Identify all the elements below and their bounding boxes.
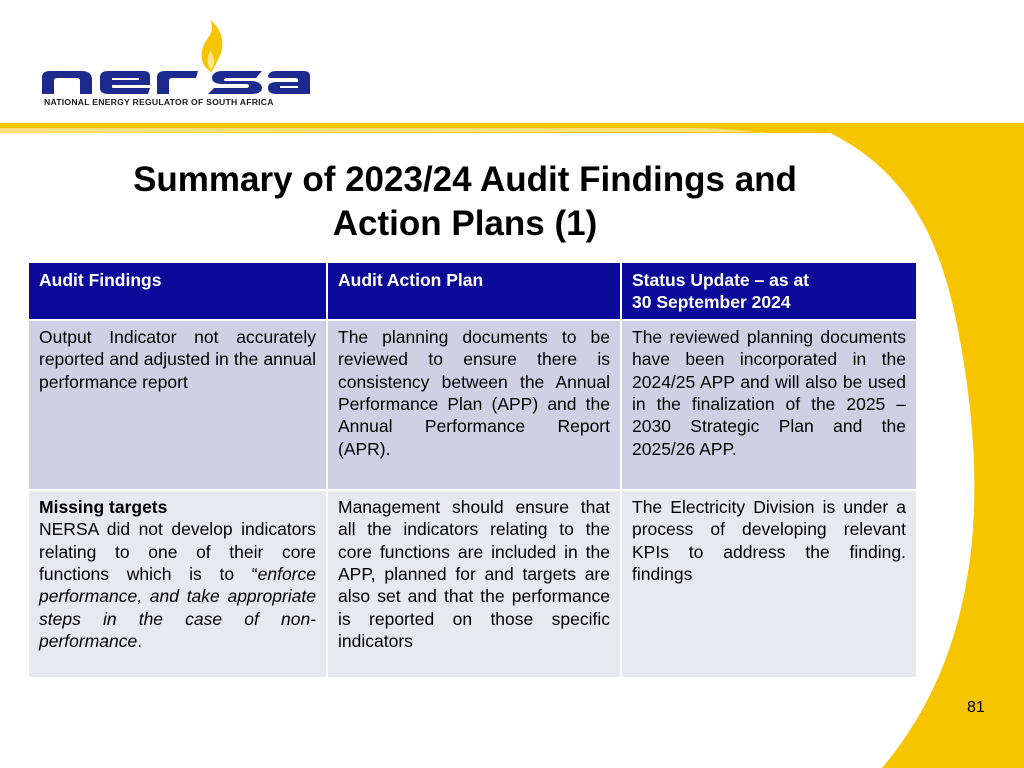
finding-cell bbox=[28, 490, 327, 678]
table-row bbox=[28, 320, 917, 490]
action-plan-cell: Management should ensure that all the indicators relating to the core functions are included in the APP, planned for and targets are also set and that the performance is reported on those specific indicators bbox=[327, 490, 621, 678]
status-cell: The reviewed planning documents have been incorporated in the 2024/25 APP and will also be used in the finalization of the 2025 – 2030 Strategic Plan and the 2025/26 APP. bbox=[621, 320, 917, 490]
finding-title: Missing targets bbox=[39, 496, 168, 517]
header-status-line2: 30 September 2024 bbox=[632, 292, 791, 313]
logo-subtitle: NATIONAL ENERGY REGULATOR OF SOUTH AFRICA bbox=[44, 97, 274, 107]
finding-end: . bbox=[137, 631, 143, 652]
slide-title-line2: Action Plans (1) bbox=[332, 204, 598, 243]
page-number: 81 bbox=[967, 699, 985, 716]
header-status-update bbox=[621, 262, 917, 320]
finding-cell: Output Indicator not accurately reported and adjusted in the annual performance report bbox=[28, 320, 327, 490]
table-header-row bbox=[28, 262, 917, 320]
header-audit-action-plan: Audit Action Plan bbox=[327, 262, 621, 320]
header-status-line1: Status Update – as at bbox=[632, 270, 809, 290]
slide-title bbox=[60, 158, 870, 246]
finding-quote: enforce performance, and take appropriate steps in the case of non-performance bbox=[39, 564, 316, 652]
slide-title-line1: Summary of 2023/24 Audit Findings and bbox=[133, 160, 797, 199]
status-cell: The Electricity Division is under a process of developing relevant KPIs to address the finding. findings bbox=[621, 490, 917, 678]
header-audit-findings: Audit Findings bbox=[28, 262, 327, 320]
finding-text: NERSA did not develop indicators relating to one of their core functions which is to “ bbox=[39, 519, 316, 585]
action-plan-cell: The planning documents to be reviewed to ensure there is consistency between the Annual Performance Plan (APP) and the Annual Performance Report (APR). bbox=[327, 320, 621, 490]
table-row bbox=[28, 490, 917, 678]
audit-findings-table bbox=[27, 261, 918, 679]
